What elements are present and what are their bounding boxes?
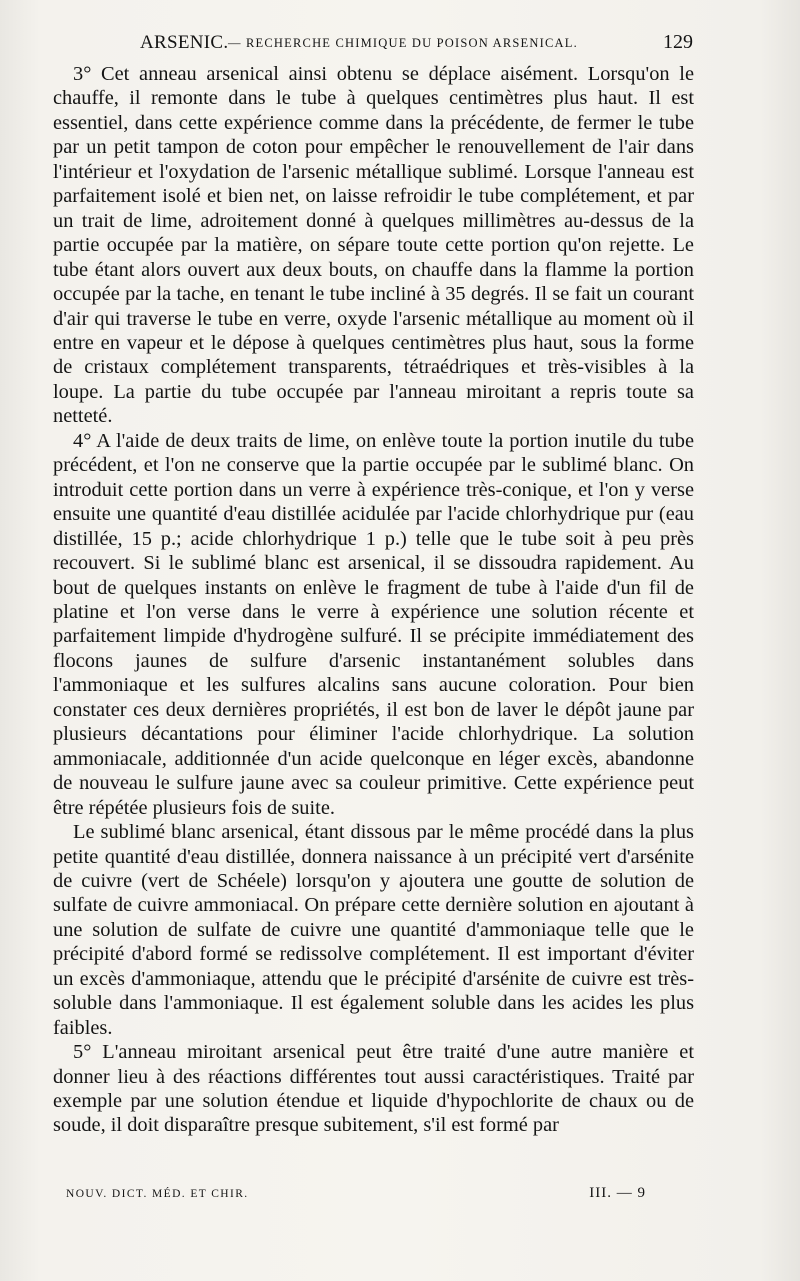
page-number: 129 <box>663 31 693 53</box>
paragraph-5: 5° L'anneau miroitant arsenical peut être traité d'une autre manière et donner lieu à des réactions différentes tout aussi caractéristiques. Traité par exemple par une solution étendue et liquide d'hypochlorite de chaux ou de soude, il doit disparaître presque subitement, s'il est formé par <box>53 1041 694 1137</box>
running-header <box>140 30 693 58</box>
footer-volume: III. — 9 <box>589 1185 646 1201</box>
body-text <box>53 62 694 1138</box>
paragraph-sublime: Le sublimé blanc arsenical, étant dissous par le même procédé dans la plus petite quantité d'eau distillée, donnera naissance à un précipité vert d'arsénite de cuivre (vert de Schéele) lorsqu'on y ajoutera une goutte de solution de sulfate de cuivre ammoniacal. On prépare cette dernière solution en ajoutant à une solution de sulfate de cuivre une quantité d'ammoniaque telle que le précipité d'abord formé se redissolve complétement. Il est important d'éviter un excès d'ammoniaque, attendu que le précipité d'arsénite de cuivre est très-soluble dans l'ammoniaque. Il est également soluble dans les acides les plus faibles. <box>53 821 694 1039</box>
running-subtitle: — RECHERCHE CHIMIQUE DU POISON ARSENICAL. <box>228 36 578 50</box>
running-title: ARSENIC. <box>140 32 229 53</box>
paragraph-3: 3° Cet anneau arsenical ainsi obtenu se déplace aisément. Lorsqu'on le chauffe, il remonte dans le tube à quelques centimètres plus haut. Il est essentiel, dans cette expérience comme dans la précédente, de fermer le tube par un petit tampon de coton pour empêcher le renouvellement de l'air dans l'intérieur et l'oxydation de l'arsenic métallique sublimé. Lorsque l'anneau est parfaitement isolé et bien net, on laisse refroidir le tube complétement, et par un trait de lime, adroitement donné à quelques millimètres au-dessus de la partie occupée par la matière, on sépare toute cette portion qu'on rejette. Le tube étant alors ouvert aux deux bouts, on chauffe dans la flamme la portion occupée par la tache, en tenant le tube incliné à 35 degrés. Il se fait un courant d'air qui traverse le tube en verre, oxyde l'arsenic métallique au moment où il entre en vapeur et le dépose à quelques centimètres plus haut, sous la forme de cristaux complétement transparents, tétraédriques et très-visibles à la loupe. La partie du tube occupée par l'anneau miroitant a repris toute sa netteté. <box>53 63 694 428</box>
page-footer <box>66 1185 646 1207</box>
paragraph-4: 4° A l'aide de deux traits de lime, on enlève toute la portion inutile du tube précédent, et l'on ne conserve que la partie occupée par le sublimé blanc. On introduit cette portion dans un verre à expérience très-conique, et l'on y verse ensuite une quantité d'eau distillée acidulée par l'acide chlorhydrique pur (eau distillée, 15 p.; acide chlorhydrique 1 p.) telle que le tube soit à peu près recouvert. Si le sublimé blanc est arsenical, il se dissoudra rapidement. Au bout de quelques instants on enlève le fragment de tube à l'aide d'un fil de platine et l'on verse dans le verre à expérience une solution récente et parfaitement limpide d'hydrogène sulfuré. Il se précipite immédiatement des flocons jaunes de sulfure d'arsenic instantanément solubles dans l'ammoniaque et les sulfures alcalins sans aucune coloration. Pour bien constater ces deux dernières propriétés, il est bon de laver le dépôt jaune par plusieurs décantations pour éliminer l'acide chlorhydrique. La solution ammoniacale, additionnée d'un acide quelconque en léger excès, abandonne de nouveau le sulfure jaune avec sa couleur primitive. Cette expérience peut être répétée plusieurs fois de suite. <box>53 429 694 819</box>
footer-signature: NOUV. DICT. MÉD. ET CHIR. <box>66 1188 249 1200</box>
